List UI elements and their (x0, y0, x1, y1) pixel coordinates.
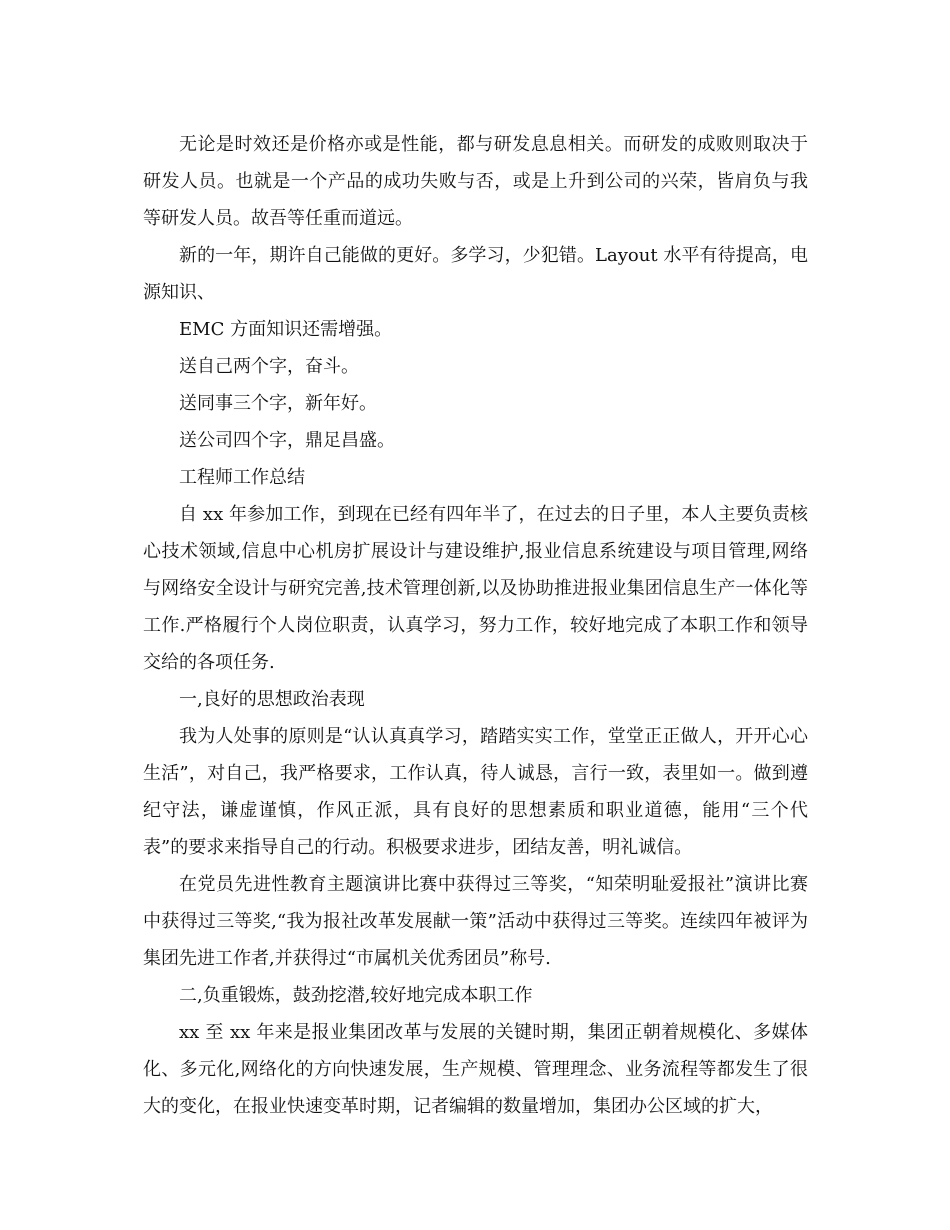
paragraph: xx 至 xx 年来是报业集团改革与发展的关键时期，集团正朝着规模化、多媒体化、多元化,网络化的方向快速发展，生产规模、管理理念、业务流程等都发生了很大的变化，在报业快速变革时期，记者编辑的数量增加，集团办公区域的扩大， (143, 1022, 808, 1117)
paragraph: 新的一年，期许自己能做的更好。多学习，少犯错。Layout 水平有待提高，电源知识、 (143, 245, 808, 303)
paragraph: EMC 方面知识还需增强。 (179, 319, 393, 340)
section-heading: 一,良好的思想政治表现 (179, 689, 365, 710)
section-heading: 工程师工作总结 (179, 467, 305, 488)
paragraph: 我为人处事的原则是“认认真真学习，踏踏实实工作，堂堂正正做人，开开心心生活”，对自己，我严格要求，工作认真，待人诚恳，言行一致，表里如一。做到遵纪守法，谦虚谨慎，作风正派，具有良好的思想素质和职业道德，能用“三个代表”的要求来指导自己的行动。积极要求进步，团结友善，明礼诚信。 (143, 726, 808, 858)
paragraph: 送同事三个字，新年好。 (179, 393, 377, 414)
paragraph: 送自己两个字，奋斗。 (179, 356, 359, 377)
paragraph: 送公司四个字，鼎足昌盛。 (179, 430, 395, 451)
paragraph: 无论是时效还是价格亦或是性能，都与研发息息相关。而研发的成败则取决于研发人员。也就是一个产品的成功失败与否，或是上升到公司的兴荣，皆肩负与我等研发人员。故吾等任重而道远。 (143, 134, 808, 229)
paragraph: 在党员先进性教育主题演讲比赛中获得过三等奖，“知荣明耻爱报社”演讲比赛中获得过三等奖,“我为报社改革发展献一策”活动中获得过三等奖。连续四年被评为集团先进工作者,并获得过“市属机关优秀团员”称号. (143, 874, 808, 969)
section-heading: 二,负重锻炼，鼓劲挖潜,较好地完成本职工作 (179, 985, 533, 1006)
document-body (143, 126, 808, 1125)
paragraph: 自 xx 年参加工作，到现在已经有四年半了，在过去的日子里，本人主要负责核心技术领域,信息中心机房扩展设计与建设维护,报业信息系统建设与项目管理,网络与网络安全设计与研究完善,技术管理创新,以及协助推进报业集团信息生产一体化等工作.严格履行个人岗位职责，认真学习，努力工作，较好地完成了本职工作和领导交给的各项任务. (143, 504, 808, 673)
